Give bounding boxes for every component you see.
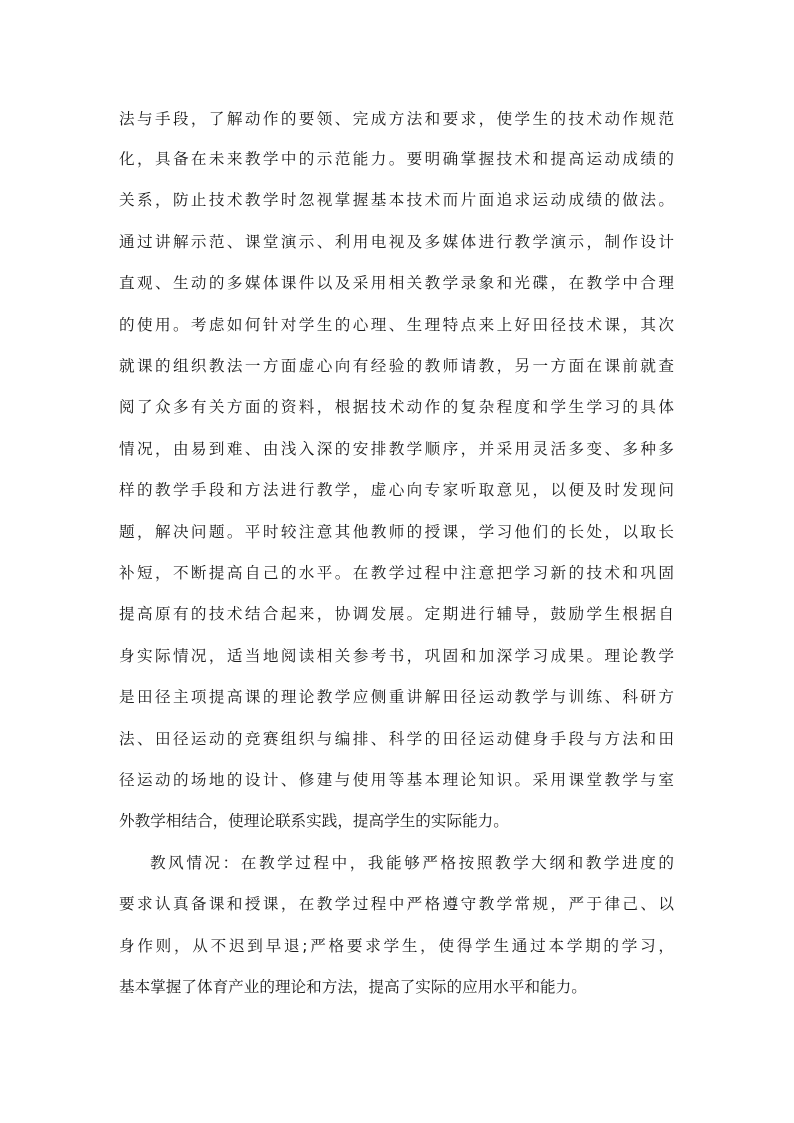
text-line: 的使用。考虑如何针对学生的心理、生理特点来上好田径技术课，其次	[119, 316, 674, 334]
text-line: 提高原有的技术结合起来，协调发展。定期进行辅导，鼓励学生根据自	[119, 605, 674, 623]
text-line: 直观、生动的多媒体课件以及采用相关教学录象和光碟，在教学中合理	[119, 274, 674, 292]
text-line: 要求认真备课和授课，在教学过程中严格遵守教学常规，严于律己、以	[119, 895, 674, 913]
text-line: 阅了众多有关方面的资料，根据技术动作的复杂程度和学生学习的具体	[119, 398, 674, 416]
text-line: 是田径主项提高课的理论教学应侧重讲解田径运动教学与训练、科研方	[119, 688, 674, 706]
text-line: 教风情况：在教学过程中，我能够严格按照教学大纲和教学进度的	[150, 854, 674, 872]
text-line: 通过讲解示范、课堂演示、利用电视及多媒体进行教学演示，制作设计	[119, 233, 674, 251]
text-line: 题，解决问题。平时较注意其他教师的授课，学习他们的长处，以取长	[119, 523, 674, 541]
text-line: 就课的组织教法一方面虚心向有经验的教师请教，另一方面在课前就查	[119, 357, 674, 375]
text-line: 法、田径运动的竞赛组织与编排、科学的田径运动健身手段与方法和田	[119, 730, 674, 748]
text-line: 补短，不断提高自己的水平。在教学过程中注意把学习新的技术和巩固	[119, 564, 674, 582]
text-line: 身作则，从不迟到早退;严格要求学生，使得学生通过本学期的学习，	[119, 937, 674, 955]
text-line: 外教学相结合，使理论联系实践，提高学生的实际能力。	[119, 812, 509, 830]
text-line: 法与手段，了解动作的要领、完成方法和要求，使学生的技术动作规范	[119, 110, 674, 128]
text-line: 身实际情况，适当地阅读相关参考书，巩固和加深学习成果。理论教学	[119, 647, 674, 665]
text-line: 样的教学手段和方法进行教学，虚心向专家听取意见，以便及时发现问	[119, 481, 674, 499]
text-line: 径运动的场地的设计、修建与使用等基本理论知识。采用课堂教学与室	[119, 771, 674, 789]
text-line: 关系，防止技术教学时忽视掌握基本技术而片面追求运动成绩的做法。	[119, 191, 674, 209]
text-line: 情况，由易到难、由浅入深的安排教学顺序，并采用灵活多变、多种多	[119, 440, 674, 458]
text-line: 基本掌握了体育产业的理论和方法，提高了实际的应用水平和能力。	[119, 978, 587, 996]
text-line: 化，具备在未来教学中的示范能力。要明确掌握技术和提高运动成绩的	[119, 150, 674, 168]
